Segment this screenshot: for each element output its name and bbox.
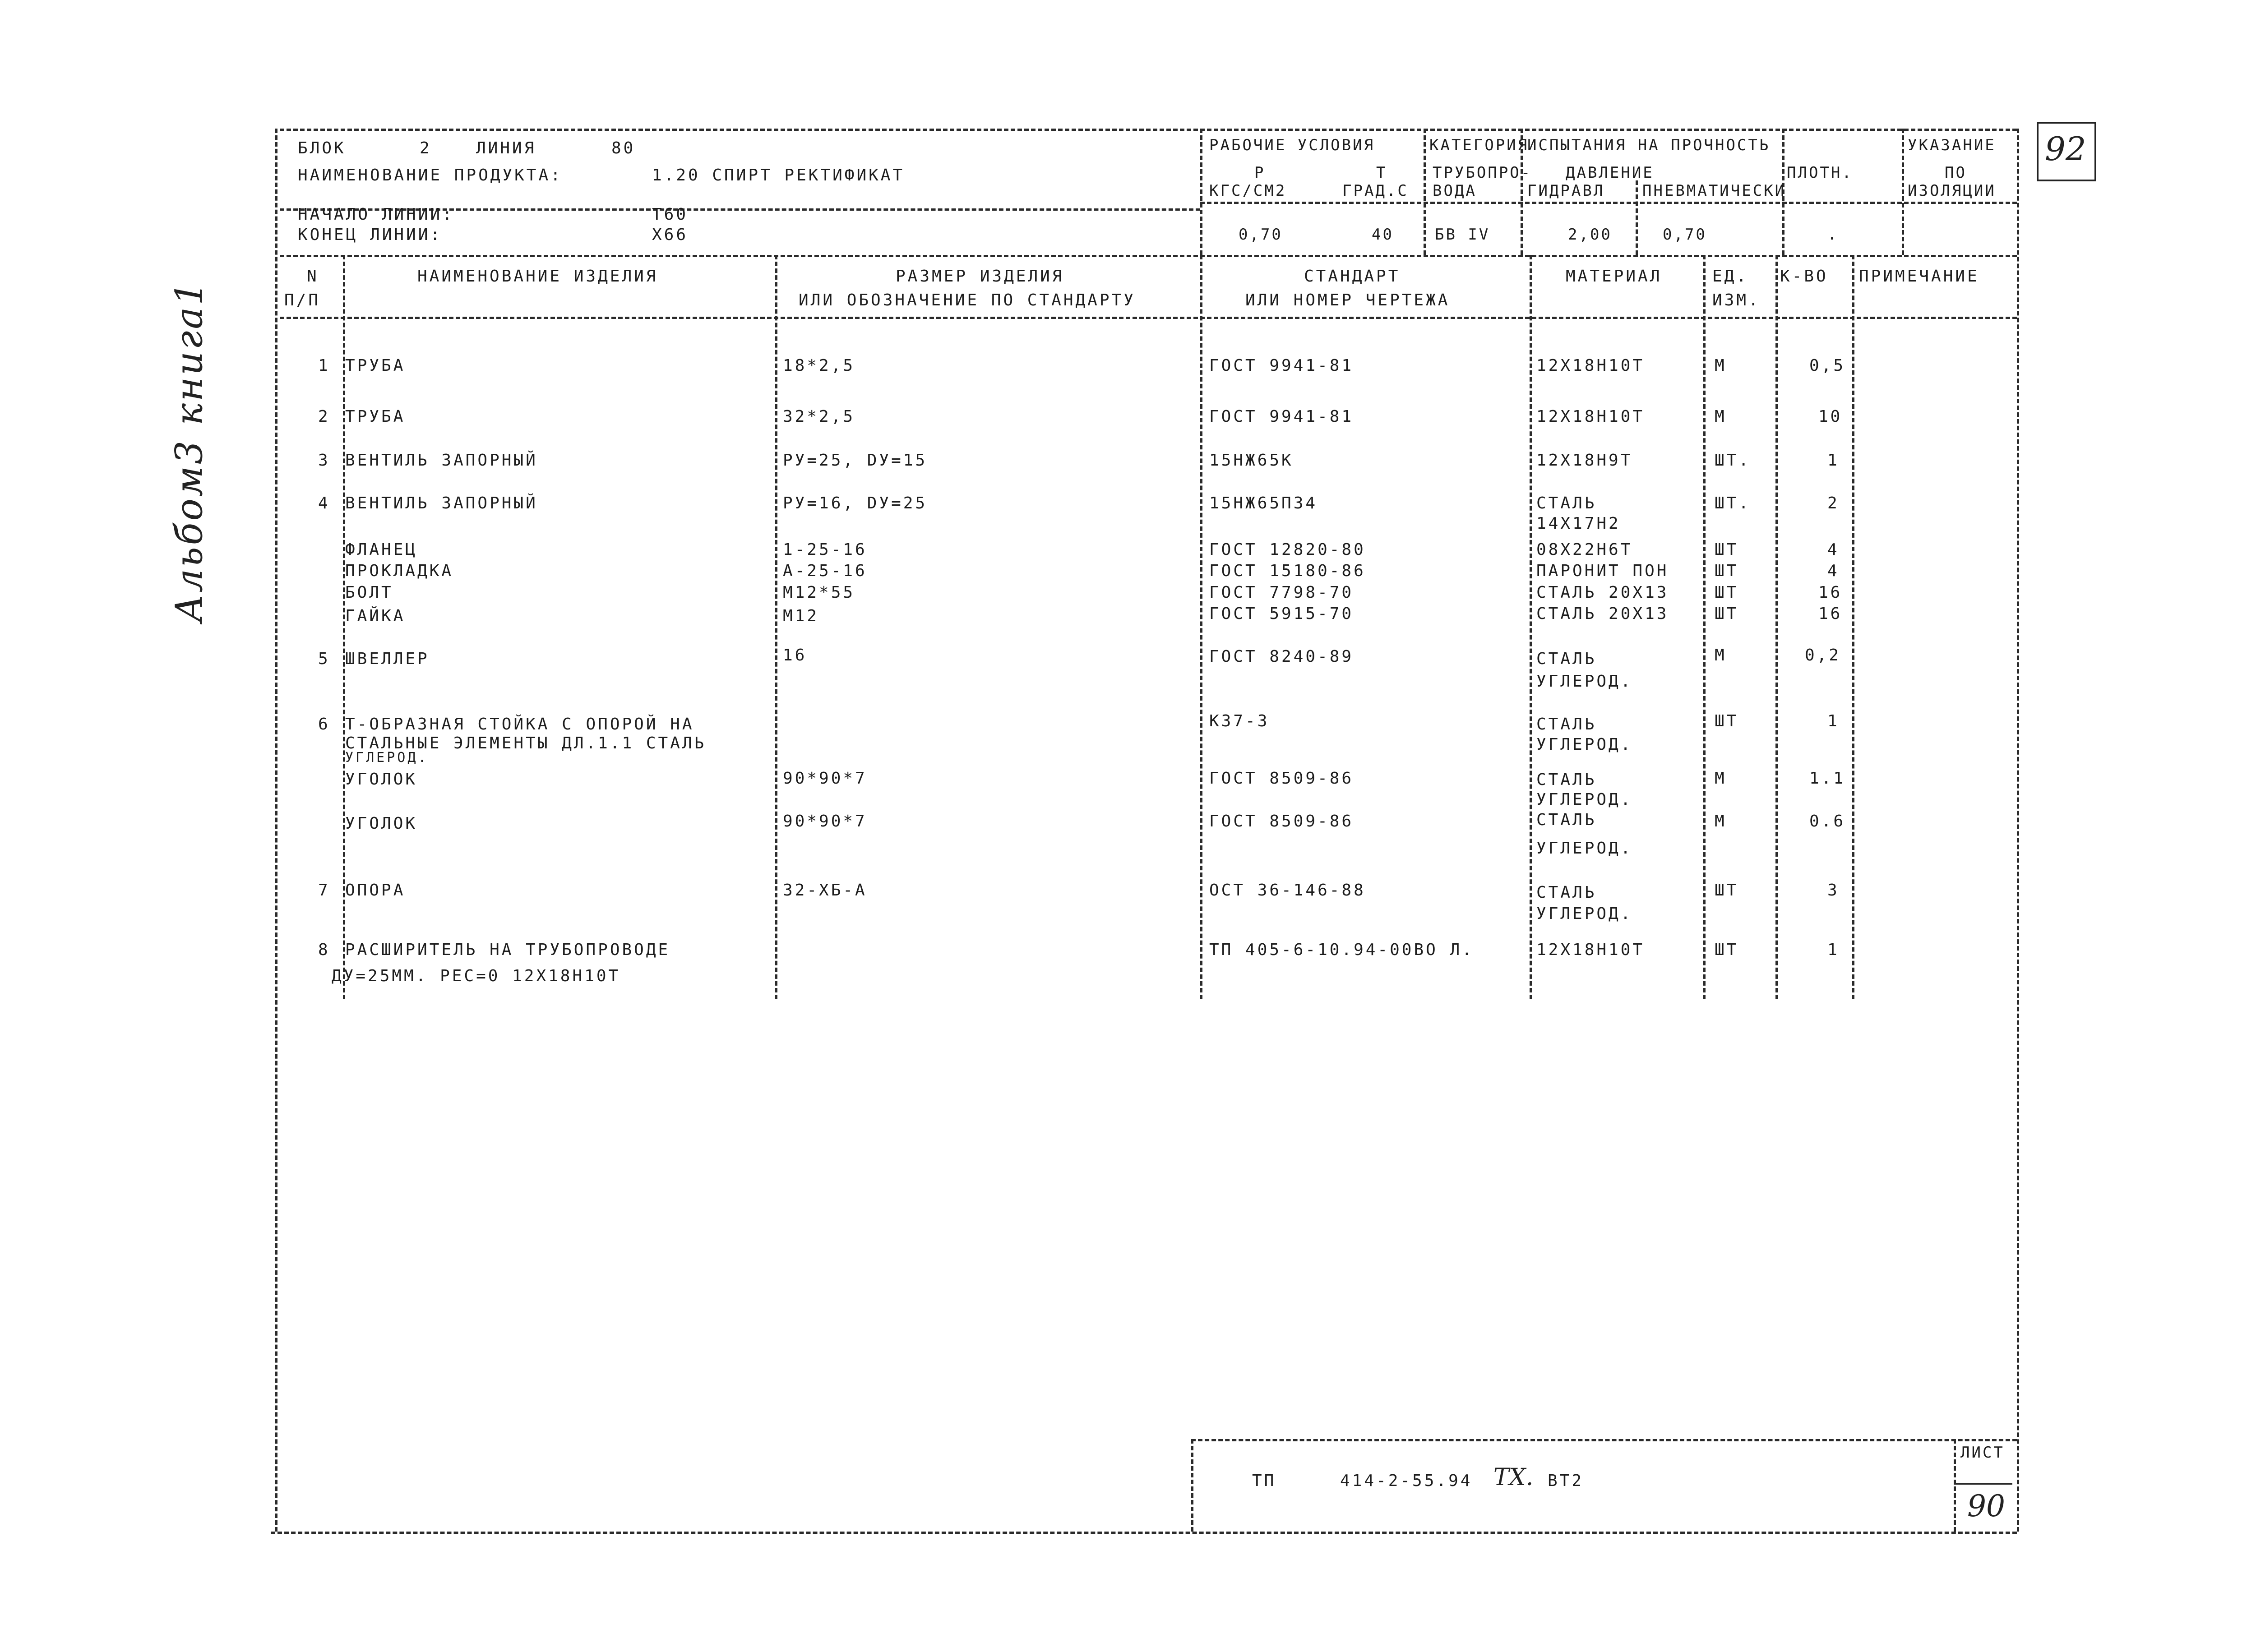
row-qty: 1.1 xyxy=(1809,769,1846,788)
row-material: 08Х22Н6Т xyxy=(1536,540,1633,559)
col-size-header-2: ИЛИ ОБОЗНАЧЕНИЕ ПО СТАНДАРТУ xyxy=(799,291,1136,309)
row-std: К37-3 xyxy=(1209,712,1270,730)
row-unit: М xyxy=(1715,646,1727,664)
row-std: ТП 405-6-10.94-00ВО Л. xyxy=(1209,941,1474,959)
end-value: Х66 xyxy=(652,226,689,244)
row-size: 18*2,5 xyxy=(783,356,855,375)
doc-prefix: ТП xyxy=(1252,1472,1276,1490)
line-label: ЛИНИЯ xyxy=(476,139,536,157)
row-material: 12Х18Н9Т xyxy=(1536,451,1633,470)
block-value: 2 xyxy=(420,139,432,157)
row-size: РУ=16, DУ=25 xyxy=(783,494,928,512)
temperature-label: Т xyxy=(1376,164,1387,182)
row-size: 90*90*7 xyxy=(783,812,867,831)
col-size-header: РАЗМЕР ИЗДЕЛИЯ xyxy=(896,267,1064,286)
start-label: НАЧАЛО ЛИНИИ: xyxy=(298,205,454,224)
row-material: СТАЛЬ xyxy=(1536,771,1597,789)
row-unit: ШТ xyxy=(1715,941,1739,959)
row-name: УГОЛОК xyxy=(345,770,418,789)
row-qty: 3 xyxy=(1827,881,1840,900)
row-unit: ШТ xyxy=(1715,540,1739,559)
category-value: БВ IV xyxy=(1435,226,1490,244)
column-header-bottom-line xyxy=(280,317,2017,319)
frame-bottom-line xyxy=(271,1532,2017,1534)
product-label: НАИМЕНОВАНИЕ ПРОДУКТА: xyxy=(298,166,563,185)
row-name: ПРОКЛАДКА xyxy=(345,562,454,580)
col-unit-header-2: ИЗМ. xyxy=(1712,291,1761,309)
header-bottom-line xyxy=(280,255,2017,257)
row-unit: М xyxy=(1715,356,1727,375)
category-title-3: ВОДА xyxy=(1433,182,1477,200)
product-value: 1.20 СПИРТ РЕКТИФИКАТ xyxy=(652,166,905,185)
title-block-left-line xyxy=(1191,1439,1193,1532)
pressure-unit: КГС/СМ2 xyxy=(1209,182,1287,200)
hydraulic-label: ГИДРАВЛ xyxy=(1527,182,1605,200)
row-name: ВЕНТИЛЬ ЗАПОРНЫЙ xyxy=(345,494,538,512)
row-name: ТРУБА xyxy=(345,356,406,375)
row-material: СТАЛЬ xyxy=(1536,715,1597,734)
row-name: ГАЙКА xyxy=(345,607,406,625)
row-qty: 16 xyxy=(1818,605,1843,623)
row-std: 15НЖ65П34 xyxy=(1209,494,1318,512)
pressure-label: Р xyxy=(1254,164,1266,182)
temperature-value: 40 xyxy=(1372,226,1394,244)
col-note-header: ПРИМЕЧАНИЕ xyxy=(1859,267,1979,286)
col-qty-line xyxy=(1852,255,1854,999)
row-name: БОЛТ xyxy=(345,583,393,602)
row-qty: 0,5 xyxy=(1809,356,1846,375)
row-qty: 4 xyxy=(1827,540,1840,559)
row-qty: 1 xyxy=(1827,941,1840,959)
col-name-header: НАИМЕНОВАНИЕ ИЗДЕЛИЯ xyxy=(417,267,658,286)
row-unit: ШТ xyxy=(1715,605,1739,623)
row-name: ОПОРА xyxy=(345,881,406,900)
row-name: Т-ОБРАЗНАЯ СТОЙКА С ОПОРОЙ НА xyxy=(345,715,694,734)
row-qty: 0.6 xyxy=(1809,812,1846,831)
row-num: 1 xyxy=(318,356,330,375)
col-unit-header: ЕД. xyxy=(1712,267,1749,286)
row-material-2: УГЛЕРОД. xyxy=(1536,790,1633,809)
row-size: М12 xyxy=(783,607,819,625)
row-std: ГОСТ 15180-86 xyxy=(1209,562,1366,580)
row-qty: 0,2 xyxy=(1805,646,1841,664)
row-size: М12*55 xyxy=(783,583,855,602)
row-material: СТАЛЬ xyxy=(1536,811,1597,829)
row-qty: 1 xyxy=(1827,712,1840,730)
block-label: БЛОК xyxy=(298,139,346,157)
row-num: 8 xyxy=(318,941,330,959)
insulation-title-2: ПО xyxy=(1945,164,1967,182)
row-qty: 2 xyxy=(1827,494,1840,512)
row-num: 5 xyxy=(318,650,330,668)
col-std-header: СТАНДАРТ xyxy=(1304,267,1401,286)
sheet-stamp xyxy=(2037,122,2096,181)
row-material: СТАЛЬ 20Х13 xyxy=(1536,583,1669,602)
sheet-number: 90 xyxy=(1967,1489,2005,1523)
row-material: СТАЛЬ xyxy=(1536,650,1597,668)
row-std: ГОСТ 12820-80 xyxy=(1209,540,1366,559)
header-insulation-line xyxy=(1902,129,1904,255)
row-unit: ШТ xyxy=(1715,712,1739,730)
row-material-2: УГЛЕРОД. xyxy=(1536,672,1633,691)
row-unit: ШТ xyxy=(1715,583,1739,602)
row-size: 90*90*7 xyxy=(783,769,867,788)
row-material-2: УГЛЕРОД. xyxy=(1536,735,1633,754)
insulation-title-3: ИЗОЛЯЦИИ xyxy=(1908,182,1996,200)
title-block-sheet-line xyxy=(1954,1439,1956,1532)
row-name: УГОЛОК xyxy=(345,814,418,833)
row-unit: ШТ. xyxy=(1715,494,1751,512)
density-label: ПЛОТН. xyxy=(1787,164,1853,182)
header-hydr-line xyxy=(1636,180,1638,255)
hydraulic-value: 2,00 xyxy=(1568,226,1612,244)
row-std: ГОСТ 9941-81 xyxy=(1209,407,1354,426)
row-name-2: СТАЛЬНЫЕ ЭЛЕМЕНТЫ ДЛ.1.1 СТАЛЬ xyxy=(345,734,707,752)
col-material-line xyxy=(1703,255,1706,999)
temperature-unit: ГРАД.С xyxy=(1342,182,1409,200)
row-num: 2 xyxy=(318,407,330,426)
row-size: 16 xyxy=(783,646,807,664)
row-num: 6 xyxy=(318,715,330,734)
pneumatic-value: 0,70 xyxy=(1663,226,1707,244)
line-value: 80 xyxy=(611,139,636,157)
header-temp-line xyxy=(1424,129,1426,255)
row-qty: 10 xyxy=(1818,407,1843,426)
category-title: КАТЕГОРИЯ xyxy=(1429,136,1529,154)
frame-top-line xyxy=(280,129,2017,131)
row-std: ГОСТ 5915-70 xyxy=(1209,605,1354,623)
row-name-2: ДУ=25ММ. РЕС=0 12Х18Н10Т xyxy=(332,967,621,985)
row-name: ТРУБА xyxy=(345,407,406,426)
row-material-2: 14Х17Н2 xyxy=(1536,514,1621,533)
row-std: ОСТ 36-146-88 xyxy=(1209,881,1366,900)
row-material: СТАЛЬ 20Х13 xyxy=(1536,605,1669,623)
row-unit: М xyxy=(1715,812,1727,831)
row-qty: 1 xyxy=(1827,451,1840,470)
row-material: ПАРОНИТ ПОН xyxy=(1536,562,1669,580)
col-name-line xyxy=(775,255,777,999)
sheet-divider xyxy=(1954,1483,2012,1485)
col-qty-header: К-ВО xyxy=(1780,267,1828,286)
doc-suffix: ВТ2 xyxy=(1548,1472,1584,1490)
pressure-value: 0,70 xyxy=(1239,226,1283,244)
row-name-3: УГЛЕРОД. xyxy=(345,750,429,766)
row-unit: М xyxy=(1715,407,1727,426)
col-std-line xyxy=(1530,255,1532,999)
row-std: ГОСТ 8240-89 xyxy=(1209,647,1354,666)
pressure-subtitle: ДАВЛЕНИЕ xyxy=(1566,164,1654,182)
col-num-header: N xyxy=(307,267,319,286)
work-conditions-title: РАБОЧИЕ УСЛОВИЯ xyxy=(1209,136,1375,154)
row-std: ГОСТ 8509-86 xyxy=(1209,769,1354,788)
col-num-header-2: П/П xyxy=(284,291,321,309)
col-std-header-2: ИЛИ НОМЕР ЧЕРТЕЖА xyxy=(1245,291,1450,309)
row-material-2: УГЛЕРОД. xyxy=(1536,839,1633,858)
row-unit: ШТ. xyxy=(1715,451,1751,470)
row-unit: М xyxy=(1715,769,1727,788)
row-std: 15НЖ65К xyxy=(1209,451,1294,470)
row-material-2: УГЛЕРОД. xyxy=(1536,904,1633,923)
row-name: РАСШИРИТЕЛЬ НА ТРУБОПРОВОДЕ xyxy=(345,941,670,959)
col-material-header: МАТЕРИАЛ xyxy=(1566,267,1662,286)
row-qty: 16 xyxy=(1818,583,1843,602)
row-num: 7 xyxy=(318,881,330,900)
col-unit-line xyxy=(1775,255,1778,999)
album-note-text: Альбом3 книга1 xyxy=(168,280,211,623)
row-size: РУ=25, DУ=15 xyxy=(783,451,928,470)
row-name: ШВЕЛЛЕР xyxy=(345,650,430,668)
row-unit: ШТ xyxy=(1715,881,1739,900)
row-qty: 4 xyxy=(1827,562,1840,580)
frame-left-line xyxy=(275,129,277,1532)
sheet-stamp-number: 92 xyxy=(2045,130,2086,168)
header-conditions-divider xyxy=(1200,202,2017,204)
row-std: ГОСТ 7798-70 xyxy=(1209,583,1354,602)
row-material: СТАЛЬ xyxy=(1536,494,1597,512)
row-material: 12Х18Н10Т xyxy=(1536,407,1645,426)
test-title: ИСПЫТАНИЯ НА ПРОЧНОСТЬ xyxy=(1527,136,1771,154)
row-num: 4 xyxy=(318,494,330,512)
start-value: Т60 xyxy=(652,205,689,224)
end-label: КОНЕЦ ЛИНИИ: xyxy=(298,226,443,244)
row-num: 3 xyxy=(318,451,330,470)
doc-hand: ТХ. xyxy=(1493,1464,1534,1491)
row-std: ГОСТ 8509-86 xyxy=(1209,812,1354,831)
category-title-2: ТРУБОПРО- xyxy=(1433,164,1532,182)
header-split-line xyxy=(1200,129,1202,255)
col-size-line xyxy=(1200,255,1202,999)
title-block-top-line xyxy=(1191,1439,2017,1441)
doc-code: 414-2-55.94 xyxy=(1340,1472,1473,1490)
row-material: 12Х18Н10Т xyxy=(1536,356,1645,375)
row-size: 32-ХБ-А xyxy=(783,881,867,900)
row-size: А-25-16 xyxy=(783,562,867,580)
row-unit: ШТ xyxy=(1715,562,1739,580)
sheet-label: ЛИСТ xyxy=(1960,1444,2005,1462)
row-name: ФЛАНЕЦ xyxy=(345,540,418,559)
pneumatic-label: ПНЕВМАТИЧЕСКИ xyxy=(1642,182,1786,200)
row-size: 1-25-16 xyxy=(783,540,867,559)
row-size: 32*2,5 xyxy=(783,407,855,426)
density-value: . xyxy=(1827,226,1839,244)
row-std: ГОСТ 9941-81 xyxy=(1209,356,1354,375)
row-material: 12Х18Н10Т xyxy=(1536,941,1645,959)
row-material: СТАЛЬ xyxy=(1536,883,1597,902)
frame-right-line xyxy=(2017,129,2019,1532)
row-name: ВЕНТИЛЬ ЗАПОРНЫЙ xyxy=(345,451,538,470)
insulation-title: УКАЗАНИЕ xyxy=(1908,136,1996,154)
